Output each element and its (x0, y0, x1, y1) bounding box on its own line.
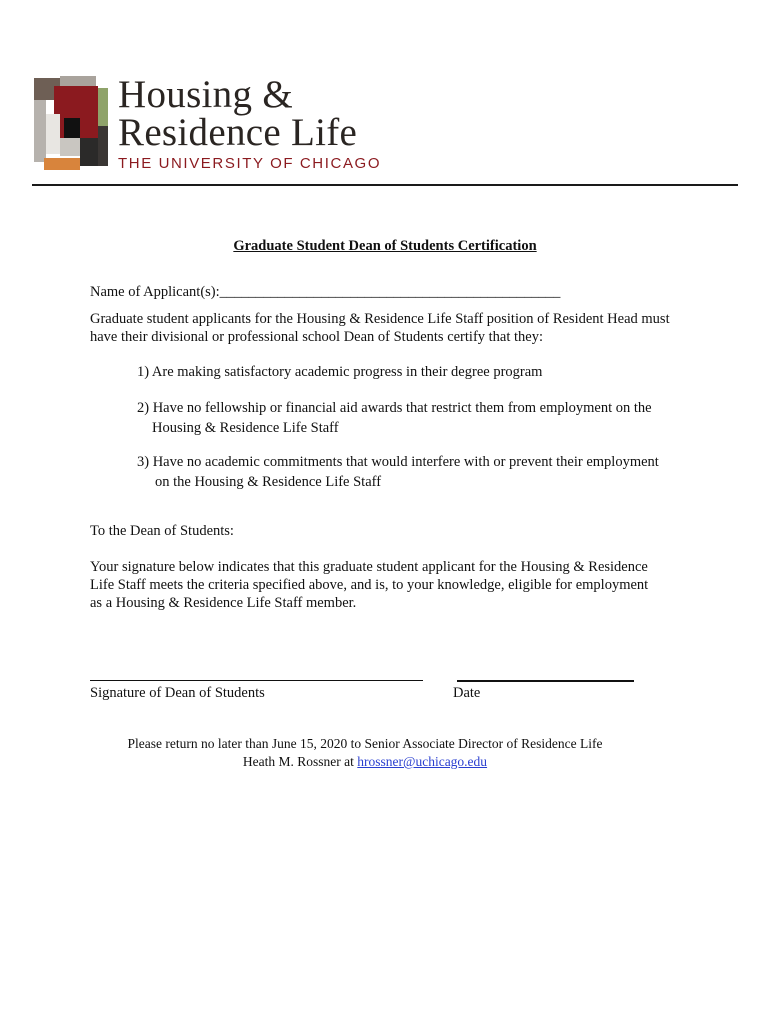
intro-paragraph (90, 310, 670, 346)
logo-subtitle: THE UNIVERSITY OF CHICAGO (118, 155, 382, 172)
criteria-item-1: 1) Are making satisfactory academic progress in their degree program (137, 364, 543, 380)
criteria-item-2: 2) Have no fellowship or financial aid awards that restrict them from employment on the (137, 400, 652, 416)
email-link[interactable]: hrossner@uchicago.edu (357, 754, 488, 769)
applicant-blank[interactable]: _______________________________________________ (219, 284, 561, 300)
return-instructions (0, 735, 730, 771)
criteria-item-2-cont: Housing & Residence Life Staff (152, 420, 339, 436)
body-line-2: Life Staff meets the criteria specified above, and is, to your knowledge, eligible for employment (90, 577, 649, 593)
criteria-item-3: 3) Have no academic commitments that would interfere with or prevent their employment (137, 454, 659, 470)
intro-line-1: Graduate student applicants for the Housing & Residence Life Staff position of Resident Head must (90, 311, 670, 327)
footer-line-1: Please return no later than June 15, 2020 to Senior Associate Director of Residence Life (127, 736, 603, 751)
criteria-item-3-cont: on the Housing & Residence Life Staff (155, 474, 382, 490)
date-line[interactable] (457, 680, 634, 682)
date-label: Date (453, 685, 481, 701)
applicant-label: Name of Applicant(s): (90, 284, 220, 300)
body-line-3: as a Housing & Residence Life Staff member. (90, 595, 357, 611)
footer-line-2 (0, 753, 730, 771)
header-divider (32, 184, 738, 186)
logo-line-housing: Housing & (118, 73, 293, 116)
dean-salutation: To the Dean of Students: (90, 523, 234, 539)
logo-line-residence-life: Residence Life (118, 111, 358, 154)
certification-paragraph (90, 558, 648, 612)
signature-label: Signature of Dean of Students (90, 685, 265, 701)
body-line-1: Your signature below indicates that this graduate student applicant for the Housing & Residence (90, 559, 648, 575)
signature-line[interactable] (90, 680, 423, 681)
applicant-name-field[interactable] (90, 283, 560, 301)
footer-line-2-prefix: Heath M. Rossner at (242, 754, 358, 769)
logo-mark-icon (34, 74, 108, 172)
intro-line-2: have their divisional or professional school Dean of Students certify that they: (90, 329, 544, 345)
document-title: Graduate Student Dean of Students Certification (233, 238, 537, 254)
